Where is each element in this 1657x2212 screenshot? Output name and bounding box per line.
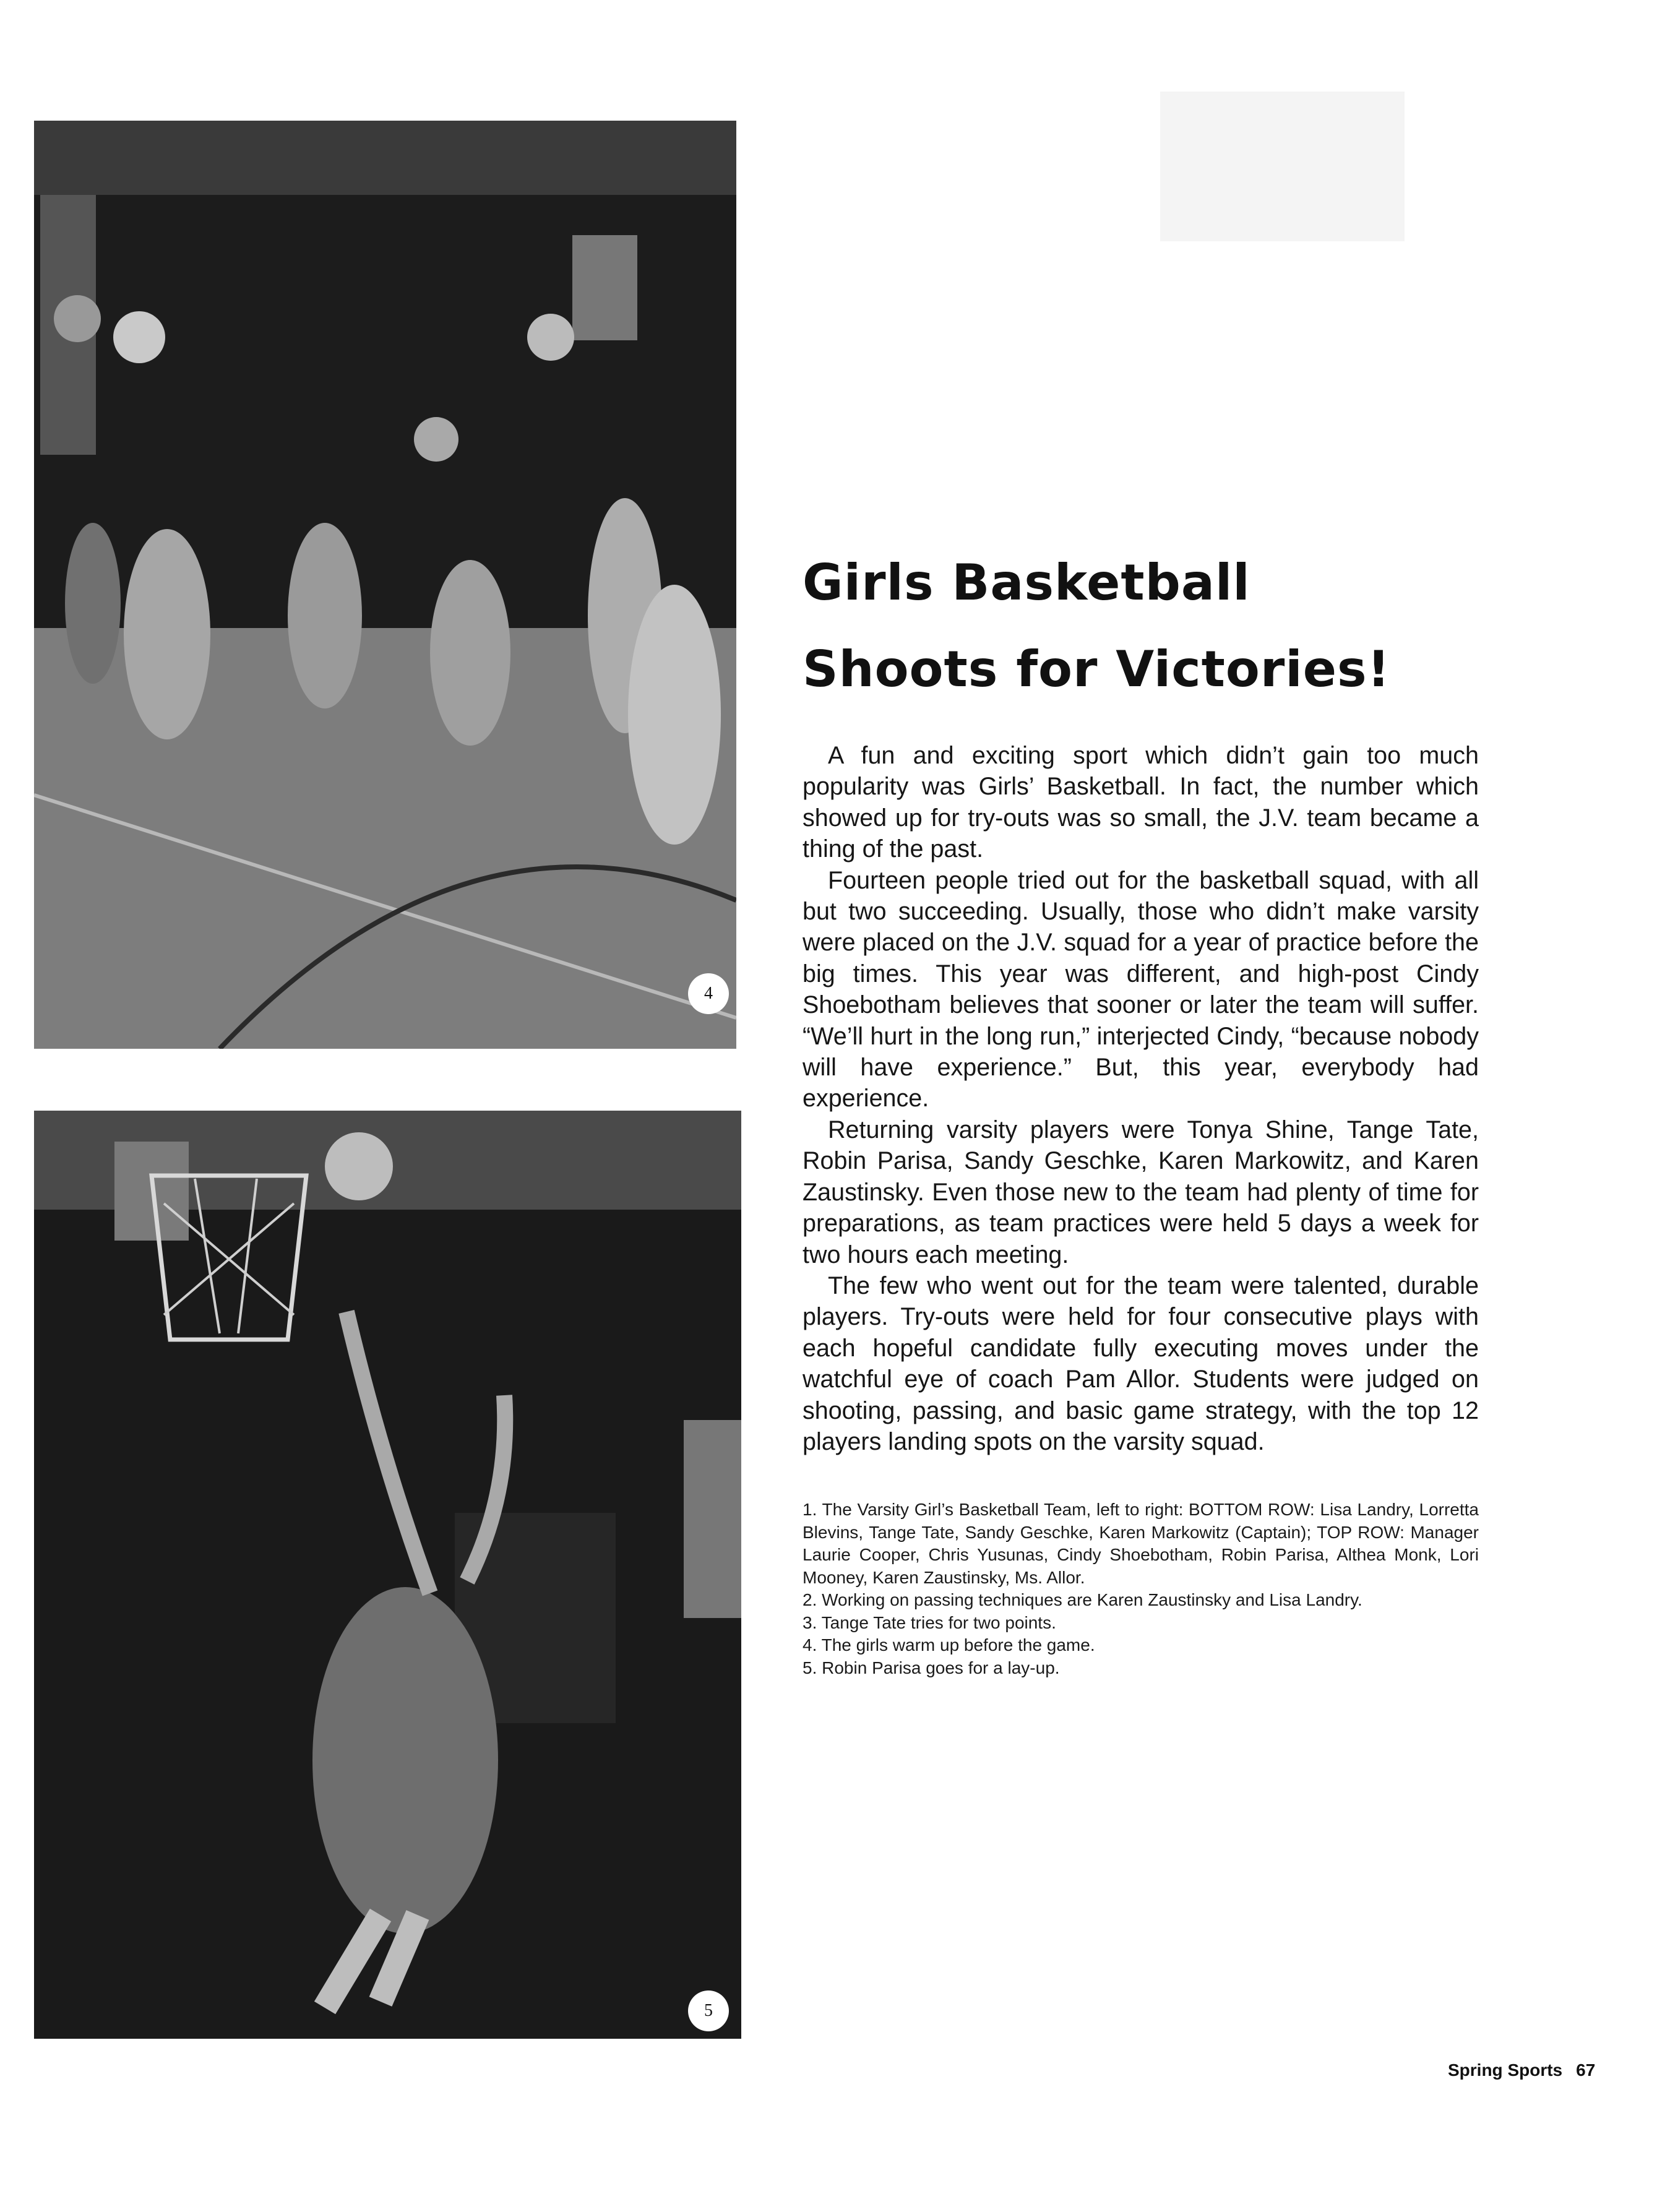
body-paragraph: A fun and exciting sport which didn’t gain too much popularity was Girls’ Basketball. In fact, the number which showed up for try-outs was so small, the J.V. team became a thing of the past. [803,742,1479,863]
body-paragraph: Returning varsity players were Tonya Shine, Tange Tate, Robin Parisa, Sandy Geschke, Karen Markowitz, and Karen Zaustinsky. Even those new to the team had plenty of time for preparations, as team practices were held 5 days a week for two hours each meeting. [803,1116,1479,1268]
article-headline [803,540,1545,713]
caption-item: 1. The Varsity Girl’s Basketball Team, left to right: BOTTOM ROW: Lisa Landry, Lorretta Blevins, Tange Tate, Sandy Geschke, Karen Markowitz (Captain); TOP ROW: Manager Laurie Cooper, Chris Yusunas, Cindy Shoebotham, Robin Parisa, Althea Monk, Lori Mooney, Karen Zaustinsky, Ms. Allor. [803,1500,1479,1587]
page-number: 67 [1576,2060,1596,2080]
headline-line-1: Girls Basketball [803,554,1250,611]
caption-item: 2. Working on passing techniques are Karen Zaustinsky and Lisa Landry. [803,1590,1362,1609]
photo-warm-up [34,121,736,1049]
photo-warm-up-illustration [34,121,736,1049]
photo-lay-up-illustration [34,1111,741,2039]
photo-lay-up [34,1111,741,2039]
body-paragraph: Fourteen people tried out for the basketball squad, with all but two succeeding. Usually, those who didn’t make varsity were placed on the J.V. squad for a year of practice before the big times. This year was different, and high-post Cindy Shoebotham believes that sooner or later the team will suffer. “We’ll hurt in the long run,” interjected Cindy, “because nobody will have experience.” But, this year, everybody had experience. [803,866,1479,1112]
article-body [803,740,1479,1457]
headline-line-2: Shoots for Victories! [803,640,1391,698]
caption-item: 3. Tange Tate tries for two points. [803,1612,1056,1632]
body-paragraph: The few who went out for the team were talented, durable players. Try-outs were held for four consecutive plays with each hopeful candidate fully executing moves under the watchful eye of coach Pam Allor. Students were judged on shooting, passing, and basic game strategy, with the top 12 players landing spots on the varsity squad. [803,1272,1479,1455]
page-footer [1448,2060,1609,2080]
photo-captions [803,1499,1479,1679]
caption-item: 5. Robin Parisa goes for a lay-up. [803,1658,1060,1677]
photo-number-badge: 5 [688,1990,729,2031]
photo-number-badge: 4 [688,973,729,1014]
caption-item: 4. The girls warm up before the game. [803,1635,1095,1655]
section-name: Spring Sports [1448,2060,1563,2080]
blank-placeholder [1160,92,1405,241]
